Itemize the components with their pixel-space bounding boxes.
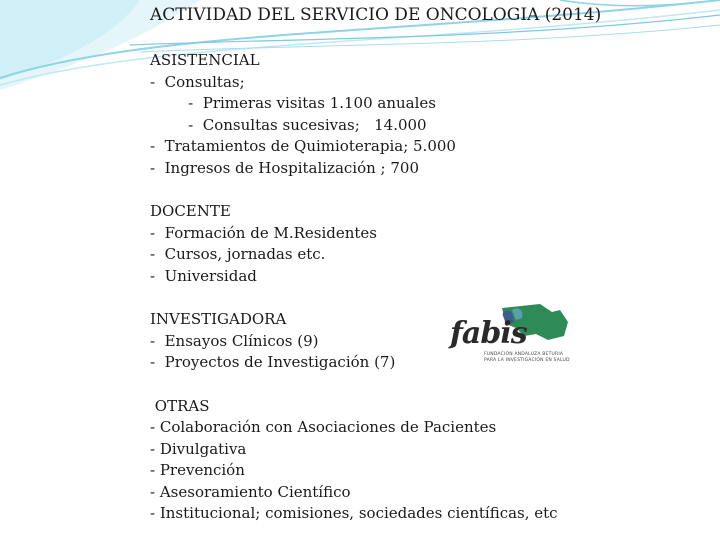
list-item: - Colaboración con Asociaciones de Pacientes	[150, 418, 497, 437]
list-item: - Institucional; comisiones, sociedades científicas, etc	[150, 504, 558, 523]
section-heading-docente: DOCENTE	[150, 202, 231, 221]
spacer	[150, 180, 710, 202]
list-item: - Divulgativa	[150, 439, 247, 458]
logo-subtitle-line1: FUNDACIÓN ANDALUZA BETURIA	[484, 352, 564, 357]
list-item: - Cursos, jornadas etc.	[150, 245, 326, 264]
section-heading-asistencial: ASISTENCIAL	[150, 51, 260, 69]
spacer	[150, 288, 710, 310]
list-item: - Consultas sucesivas; 14.000	[150, 115, 427, 134]
logo-wordmark: fabis	[450, 316, 527, 351]
list-item: - Tratamientos de Quimioterapia; 5.000	[150, 137, 456, 156]
list-item: - Prevención	[150, 461, 245, 480]
logo-subtitle-line2: PARA LA INVESTIGACIÓN EN SALUD	[484, 358, 570, 363]
list-item: - Asesoramiento Científico	[150, 482, 351, 501]
fabis-logo	[440, 300, 576, 372]
spacer	[150, 374, 710, 396]
section-heading-investigadora: INVESTIGADORA	[150, 310, 287, 329]
list-item: - Primeras visitas 1.100 anuales	[150, 94, 436, 113]
list-item: - Formación de M.Residentes	[150, 223, 377, 242]
list-item: - Universidad	[150, 266, 257, 285]
list-item: - Consultas;	[150, 72, 245, 91]
slide-title: ACTIVIDAD DEL SERVICIO DE ONCOLOGIA (2014)	[150, 5, 602, 25]
list-item: - Ingresos de Hospitalización ; 700	[150, 158, 420, 177]
slide-content	[150, 50, 710, 525]
list-item: - Proyectos de Investigación (7)	[150, 353, 396, 372]
list-item: - Ensayos Clínicos (9)	[150, 331, 319, 350]
section-heading-otras: OTRAS	[150, 396, 210, 415]
